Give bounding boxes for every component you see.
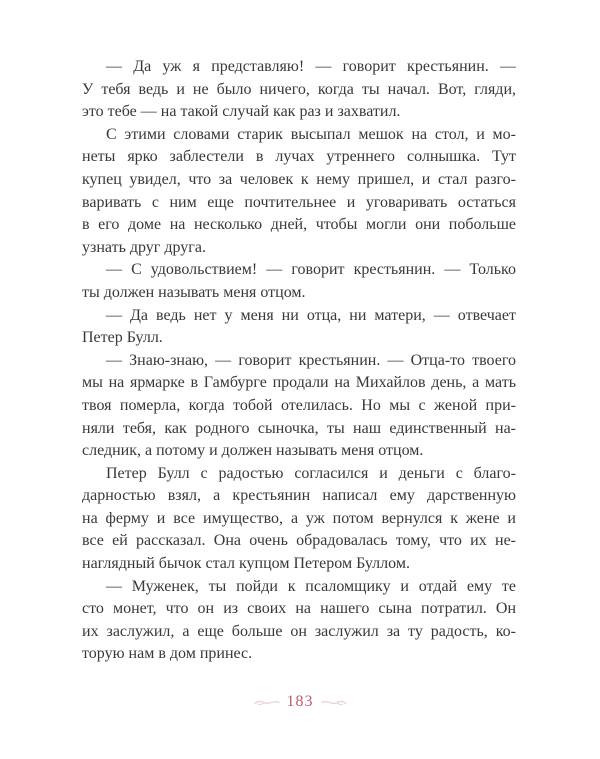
- flourish-ornament-right-icon: [321, 698, 347, 707]
- text-line: неты ярко заблестели в лучах утреннего солнышка. Тут: [82, 148, 516, 166]
- text-line: варивать с ним еще почтительнее и уговаривать остаться: [82, 193, 516, 211]
- text-line: няли тебя, как родного сыночка, ты наш единственный на-: [82, 419, 516, 437]
- text-line: твоя померла, когда тобой отелилась. Но мы с женой при-: [82, 396, 516, 414]
- paragraph: [82, 463, 516, 576]
- paragraph: [82, 576, 516, 666]
- flourish-ornament-left-icon: [254, 698, 280, 707]
- paragraph: [82, 259, 516, 304]
- paragraph: [82, 305, 516, 350]
- text-line: наглядный бычок стал купцом Петером Буллом.: [82, 555, 410, 573]
- text-line: на ферму и все имущество, а уж потом вернулся к жене и: [82, 509, 516, 527]
- text-line: — Да ведь нет у меня ни отца, ни матери, — отвечает: [106, 306, 516, 324]
- text-line: — С удовольствием! — говорит крестьянин. — Только: [106, 261, 516, 279]
- text-line: У тебя ведь и не было ничего, когда ты начал. Вот, гляди,: [82, 80, 516, 98]
- text-line: Петер Булл.: [82, 329, 163, 347]
- text-line: — Знаю-знаю, — говорит крестьянин. — Отца-то твоего: [106, 351, 516, 369]
- page-number: 183: [286, 693, 314, 710]
- text-line: Петер Булл с радостью согласился и деньги с благо-: [106, 464, 516, 482]
- text-line: ты должен называть меня отцом.: [82, 283, 306, 301]
- paragraph: [82, 124, 516, 260]
- text-line: узнать друг друга.: [82, 238, 206, 256]
- text-line: торую нам в дом принес.: [82, 645, 253, 663]
- text-line: в его доме на несколько дней, чтобы могли они побольше: [82, 216, 516, 234]
- text-line: следник, а потому и должен называть меня отцом.: [82, 442, 424, 460]
- text-line: дарностью взял, а крестьянин написал ему дарственную: [82, 487, 516, 505]
- text-line: — Муженек, ты пойди к псаломщику и отдай ему те: [106, 577, 516, 595]
- text-line: их заслужил, а еще больше он заслужил за ту радость, ко-: [82, 622, 516, 640]
- text-line: — Да уж я представляю! — говорит крестьянин. —: [106, 58, 516, 75]
- text-line: купец увидел, что за человек к нему пришел, и стал разго-: [82, 170, 516, 188]
- page-footer: [0, 691, 600, 713]
- text-line: это тебе — на такой случай как раз и захватил.: [82, 103, 401, 121]
- text-line: все ей рассказал. Она очень обрадовалась тому, что их не-: [82, 532, 516, 550]
- text-line: С этими словами старик высыпал мешок на стол, и мо-: [106, 125, 516, 143]
- story-text: [82, 56, 516, 666]
- text-line: мы на ярмарке в Гамбурге продали на Михайлов день, а мать: [82, 374, 516, 392]
- paragraph: [82, 56, 516, 124]
- text-line: сто монет, что он из своих на нашего сына потратил. Он: [82, 600, 516, 618]
- paragraph: [82, 350, 516, 463]
